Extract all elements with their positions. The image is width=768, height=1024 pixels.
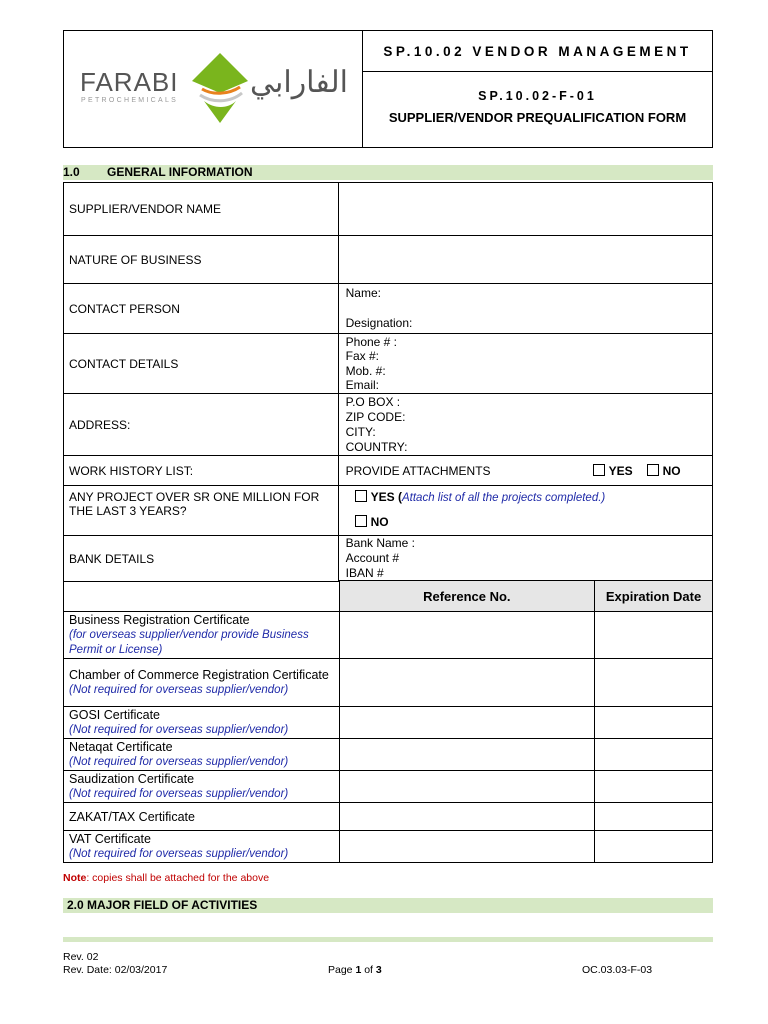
table-row: [64, 183, 713, 236]
yes-label: YES: [608, 464, 633, 478]
cert-reference-field[interactable]: [339, 803, 595, 831]
cert-label: Netaqat Certificate (Not required for overseas supplier/vendor): [64, 739, 340, 771]
cert-reference-field[interactable]: [339, 659, 595, 707]
phone-label: Phone # :: [345, 334, 398, 349]
checkbox-icon[interactable]: [593, 464, 605, 476]
cert-label: ZAKAT/TAX Certificate: [64, 803, 340, 831]
cert-expiration-field[interactable]: [595, 659, 713, 707]
table-row: [64, 831, 713, 863]
nature-of-business-field[interactable]: [338, 236, 712, 284]
cert-expiration-field[interactable]: [595, 771, 713, 803]
cert-reference-field[interactable]: [339, 771, 595, 803]
cert-label: Saudization Certificate (Not required for overseas supplier/vendor): [64, 771, 340, 803]
zip-label: ZIP CODE:: [345, 409, 406, 424]
cert-expiration-field[interactable]: [595, 803, 713, 831]
project-yes-option[interactable]: [355, 490, 705, 504]
checkbox-icon[interactable]: [355, 490, 367, 502]
table-header-row: [64, 581, 713, 612]
bank-details-field[interactable]: [338, 536, 712, 582]
cert-reference-field[interactable]: [339, 612, 595, 659]
section-general-information: [63, 165, 713, 180]
work-history-yes-option[interactable]: [593, 464, 633, 478]
company-logo: [64, 31, 363, 147]
table-row: [64, 707, 713, 739]
table-row: [64, 803, 713, 831]
work-history-label: WORK HISTORY LIST:: [64, 456, 339, 486]
project-yes-note: Attach list of all the projects completed.): [401, 492, 606, 504]
form-title: SUPPLIER/VENDOR PREQUALIFICATION FORM: [388, 110, 687, 125]
pobox-label: P.O BOX :: [345, 394, 401, 409]
address-field[interactable]: [338, 394, 712, 456]
table-row: [64, 771, 713, 803]
document-series-title: SP.10.02 VENDOR MANAGEMENT: [363, 31, 712, 72]
section-title: GENERAL INFORMATION: [107, 165, 253, 179]
cert-expiration-field[interactable]: [595, 739, 713, 771]
nature-of-business-label: NATURE OF BUSINESS: [64, 236, 339, 284]
cert-label: VAT Certificate (Not required for overseas supplier/vendor): [64, 831, 340, 863]
bank-details-label: BANK DETAILS: [64, 536, 339, 582]
header-blank-cell: [64, 581, 340, 612]
section-number: 1.0: [63, 165, 80, 179]
document-code: OC.03.03-F-03: [582, 964, 653, 976]
project-yes-label: YES (: [370, 490, 402, 504]
table-row: [64, 236, 713, 284]
table-row: [64, 659, 713, 707]
checkbox-icon[interactable]: [647, 464, 659, 476]
table-row: [64, 536, 713, 582]
city-label: CITY:: [345, 424, 376, 439]
table-row: [64, 456, 713, 486]
table-row: [64, 284, 713, 334]
cert-expiration-field[interactable]: [595, 612, 713, 659]
page-indicator: Page 1 of 3: [328, 964, 382, 976]
company-tagline: PETROCHEMICALS: [81, 97, 179, 104]
company-name-ar: الفارابي: [250, 66, 348, 99]
form-header: [63, 30, 713, 148]
table-row: [64, 739, 713, 771]
cert-label: Chamber of Commerce Registration Certificate (Not required for overseas supplier/vendor): [64, 659, 340, 707]
project-question-field: [338, 486, 712, 536]
cert-reference-field[interactable]: [339, 831, 595, 863]
account-label: Account #: [345, 551, 400, 565]
company-name-en: FARABI: [80, 67, 179, 97]
reference-no-header: Reference No.: [339, 581, 595, 612]
project-question-label: ANY PROJECT OVER SR ONE MILLION FOR THE LAST 3 YEARS?: [64, 486, 339, 536]
leaf-emblem-icon: [188, 51, 252, 125]
contact-person-field[interactable]: [338, 284, 712, 334]
attachment-note: [63, 872, 269, 884]
table-row: [64, 486, 713, 536]
email-label: Email:: [345, 378, 379, 392]
contact-person-label: CONTACT PERSON: [64, 284, 339, 334]
note-text: : copies shall be attached for the above: [86, 872, 270, 884]
revision-date: Rev. Date: 02/03/2017: [63, 964, 168, 976]
vendor-name-label: SUPPLIER/VENDOR NAME: [64, 183, 339, 236]
form-code: SP.10.02-F-01: [478, 89, 597, 103]
cert-expiration-field[interactable]: [595, 707, 713, 739]
cert-reference-field[interactable]: [339, 739, 595, 771]
provide-attachments-label: PROVIDE ATTACHMENTS: [345, 463, 491, 478]
cp-designation-label: Designation:: [345, 316, 413, 330]
contact-details-field[interactable]: [338, 334, 712, 394]
section2-title: 2.0 MAJOR FIELD OF ACTIVITIES: [67, 898, 258, 912]
cert-expiration-field[interactable]: [595, 831, 713, 863]
country-label: COUNTRY:: [345, 439, 408, 454]
address-label: ADDRESS:: [64, 394, 339, 456]
fax-label: Fax #:: [345, 349, 379, 363]
cert-reference-field[interactable]: [339, 707, 595, 739]
checkbox-icon[interactable]: [355, 515, 367, 527]
cert-label: Business Registration Certificate (for overseas supplier/vendor provide Business Permit or License): [64, 612, 340, 659]
revision-number: Rev. 02: [63, 951, 99, 963]
cp-name-label: Name:: [345, 286, 381, 300]
mobile-label: Mob. #:: [345, 363, 386, 378]
table-row: [64, 394, 713, 456]
table-row: [64, 334, 713, 394]
no-label: NO: [662, 464, 681, 478]
project-no-label: NO: [370, 515, 389, 529]
cert-label: GOSI Certificate (Not required for overseas supplier/vendor): [64, 707, 340, 739]
contact-details-label: CONTACT DETAILS: [64, 334, 339, 394]
work-history-field: [338, 456, 712, 486]
section-major-field-of-activities: [63, 898, 713, 913]
certificates-table: [63, 580, 713, 863]
table-row: [64, 612, 713, 659]
vendor-name-field[interactable]: [338, 183, 712, 236]
project-no-option[interactable]: [355, 515, 705, 529]
footer-divider: [63, 937, 713, 942]
iban-label: IBAN #: [345, 566, 384, 580]
note-label: Note: [63, 872, 87, 884]
work-history-no-option[interactable]: [647, 464, 681, 478]
bank-name-label: Bank Name :: [345, 536, 416, 550]
general-information-table: [63, 182, 713, 582]
expiration-date-header: Expiration Date: [595, 581, 713, 612]
